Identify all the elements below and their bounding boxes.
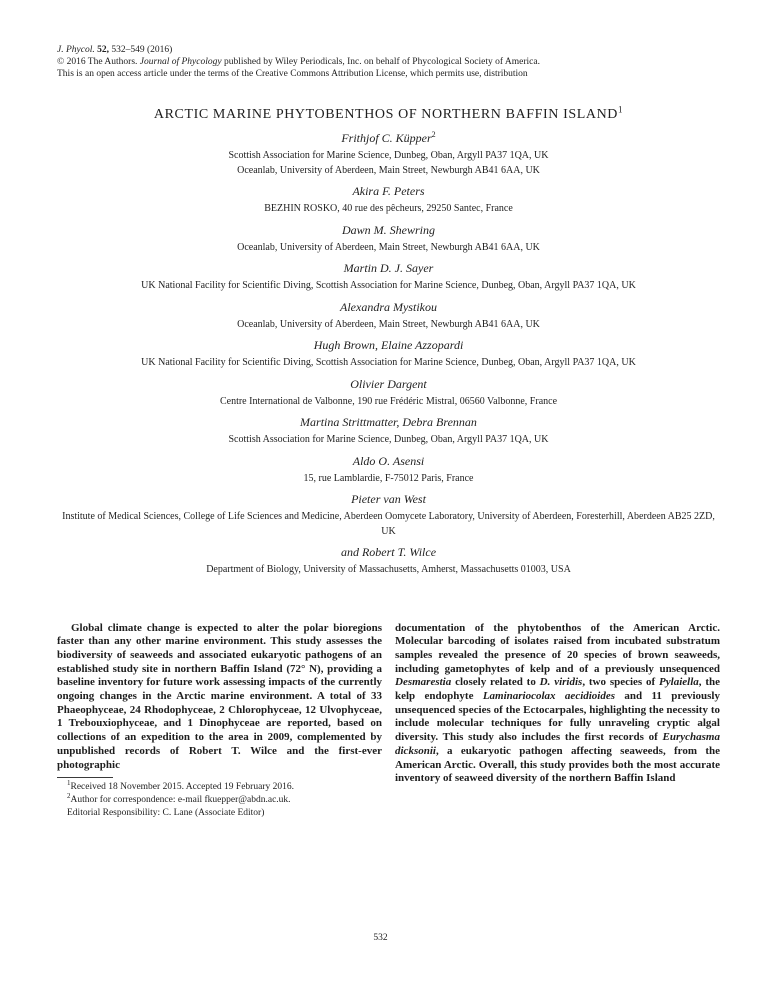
title-text: ARCTIC MARINE PHYTOBENTHOS OF NORTHERN BAFFIN ISLAND xyxy=(153,107,619,122)
footnote: $^1$Received 18 November 2015. Accepted 19 February 2016. xyxy=(67,779,294,793)
abstract xyxy=(57,622,720,821)
author-affiliation: Scottish Association for Marine Science, Dunbeg, Oban, Argyll PA37 1QA, UK xyxy=(228,150,549,161)
footnote-block xyxy=(57,777,382,820)
author-block xyxy=(57,131,720,178)
copyright-line: © 2016 The Authors. Journal of Phycology published by Wiley Periodicals, Inc. on behalf of Phycological Society of America. xyxy=(57,57,540,67)
author-affiliation: BEZHIN ROSKO, 40 rue des pêcheurs, 29250 Santec, France xyxy=(264,203,513,214)
author-name: Alexandra Mystikou xyxy=(340,299,437,314)
author-block xyxy=(57,300,720,333)
author-affiliation: UK National Facility for Scientific Diving, Scottish Association for Marine Science, Dunbeg, Oban, Argyll PA37 1QA, UK xyxy=(141,357,636,368)
author-name: Pieter van West xyxy=(351,492,426,506)
footnote-marker: 1 xyxy=(67,779,71,788)
author-affiliation: Scottish Association for Marine Science, Dunbeg, Oban, Argyll PA37 1QA, UK xyxy=(228,434,549,445)
author-affiliation: Oceanlab, University of Aberdeen, Main Street, Newburgh AB41 6AA, UK xyxy=(237,318,540,330)
footnotes xyxy=(57,781,382,820)
author-block xyxy=(57,338,720,371)
authors-affiliations xyxy=(57,131,720,578)
author-block xyxy=(57,184,720,217)
journal-citation-line: J. Phycol. 52, 532–549 (2016) xyxy=(57,45,173,55)
author-name: Martina Strittmatter, Debra Brennan xyxy=(300,415,477,429)
footnote: $^2$Author for correspondence: e-mail fkuepper@abdn.ac.uk. xyxy=(67,792,291,806)
author-affiliations xyxy=(57,510,720,539)
author-name: Martin D. J. Sayer xyxy=(343,261,434,275)
author-affiliations xyxy=(57,318,720,333)
author-affiliations xyxy=(57,395,720,410)
author-affiliations xyxy=(57,241,720,256)
author-affiliation: Centre International de Valbonne, 190 rue Frédéric Mistral, 06560 Valbonne, France xyxy=(219,395,558,407)
journal-header xyxy=(57,44,720,80)
author-affiliations xyxy=(57,563,720,578)
author-affiliations xyxy=(57,279,720,294)
footnote: Editorial Responsibility: C. Lane (Associate Editor) xyxy=(67,808,265,819)
abstract-right-column xyxy=(395,622,720,821)
author-name: and Robert T. Wilce xyxy=(340,545,437,559)
title-footnote-marker: 1 xyxy=(618,104,624,115)
author-affiliations xyxy=(57,472,720,487)
author-block xyxy=(57,415,720,448)
author-affiliation: Institute of Medical Sciences, College of Life Sciences and Medicine, Aberdeen Oomycete Laboratory, University of Aberdeen, Foresterhill, Aberdeen AB25 2ZD, UK xyxy=(62,511,715,537)
author-affiliation: Oceanlab, University of Aberdeen, Main Street, Newburgh AB41 6AA, UK xyxy=(237,164,540,176)
abstract-text-right: documentation of the phytobenthos of the American Arctic. Molecular barcoding of isolates raised from incubated substratum samples revealed the presence of 20 species of brown seaweeds, including gametophytes of kelp and of a previously unsequenced Desmarestia closely related to D. viridis, two species of Pylaiella, the kelp endophyte Laminariocolax aecidioides and 11 previously unsequenced species of the Ectocarpales, highlighting the necessity to include molecular techniques for fully unraveling cryptic algal diversity. This study also includes the first records of Eurychasma dicksonii, a eukaryotic pathogen affecting seaweeds, from the American Arctic. Overall, this study provides both the most accurate inventory of seaweed diversity of the northern Baffin Island xyxy=(395,621,721,785)
author-block xyxy=(57,492,720,539)
author-name: Akira F. Peters xyxy=(352,184,425,198)
author-name: Hugh Brown, Elaine Azzopardi xyxy=(313,338,464,352)
author-block xyxy=(57,454,720,487)
footnote-marker: 2 xyxy=(67,792,71,801)
author-name: Olivier Dargent xyxy=(350,376,427,391)
author-block xyxy=(57,261,720,294)
author-footnote-marker: 2 xyxy=(431,130,436,139)
author-block xyxy=(57,377,720,410)
author-name: Dawn M. Shewring xyxy=(342,222,435,237)
open-access-line: This is an open access article under the terms of the Creative Commons Attribution License, which permits use, distribution xyxy=(57,69,528,79)
abstract-left-column xyxy=(57,622,382,821)
author-affiliation: Department of Biology, University of Massachusetts, Amherst, Massachusetts 01003, USA xyxy=(206,564,571,575)
author-affiliation: UK National Facility for Scientific Diving, Scottish Association for Marine Science, Dunbeg, Oban, Argyll PA37 1QA, UK xyxy=(141,280,636,291)
author-affiliations xyxy=(57,356,720,371)
author-block xyxy=(57,545,720,578)
author-affiliation: 15, rue Lamblardie, F-75012 Paris, France xyxy=(303,472,474,484)
author-affiliations xyxy=(57,202,720,217)
author-affiliations xyxy=(57,433,720,448)
footnote-separator xyxy=(57,777,113,778)
abstract-text-left: Global climate change is expected to alter the polar bioregions faster than any other marine environment. This study assesses the biodiversity of seaweeds and associated eukaryotic pathogens of an established study site in northern Baffin Island (72° N), providing a baseline inventory for future work assessing impacts of the currently ongoing changes in the Arctic marine environment. A total of 33 Phaeophyceae, 24 Rhodophyceae, 2 Chlorophyceae, 12 Ulvophyceae, 1 Trebouxiophyceae, and 1 Dinophyceae are reported, based on collections of an expedition to the area in 2009, complemented by unpublished records of Robert T. Wilce and the first-ever photographic xyxy=(57,621,382,771)
author-name: Aldo O. Asensi xyxy=(352,453,425,468)
page-number: 532 xyxy=(373,933,388,943)
author-affiliation: Oceanlab, University of Aberdeen, Main Street, Newburgh AB41 6AA, UK xyxy=(237,241,540,253)
author-affiliations xyxy=(57,149,720,178)
page-title xyxy=(57,104,720,123)
author-name: Frithjof C. Küpper$^2$ xyxy=(341,130,436,145)
author-block xyxy=(57,223,720,256)
